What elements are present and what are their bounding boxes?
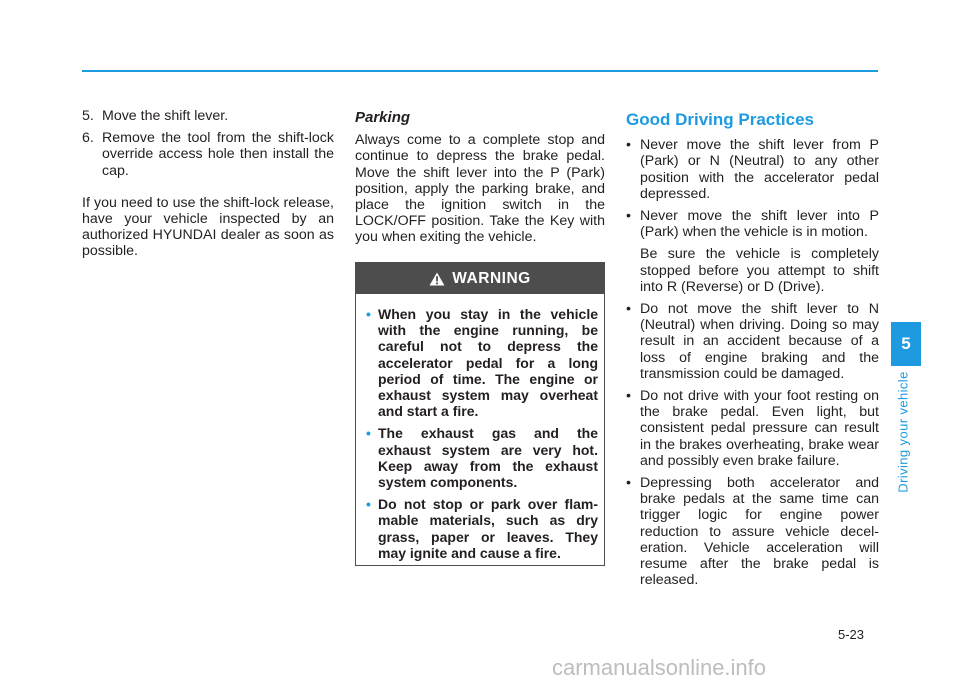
bullet-icon: • xyxy=(626,301,631,318)
practice-list xyxy=(626,137,879,588)
parking-paragraph: Always come to a complete stop and continue to depress the brake pedal. Move the shift lever into the P (Park) position, apply the parking brake, and place the ignition switch in the LOCK/OFF position. Take the Key with you when exiting the vehicle. xyxy=(355,132,605,246)
warning-text: When you stay in the vehicle with the engine running, be careful not to depress the accelerator pedal for a long period of time. The engine or exhaust system may overheat and start a fire. xyxy=(378,306,598,420)
step-number: 5. xyxy=(82,108,94,124)
warning-triangle-icon xyxy=(429,272,445,286)
step-list xyxy=(82,108,334,179)
step-item xyxy=(82,108,334,124)
practice-item xyxy=(626,137,879,202)
practice-item xyxy=(626,208,879,295)
section-heading: Good Driving Practices xyxy=(626,110,814,129)
warning-header xyxy=(356,263,604,294)
page-number: 5-23 xyxy=(838,627,865,642)
column-right xyxy=(626,108,879,594)
practice-text: Do not move the shift lever to N (Neutral) when driving. Doing so may result in an accident because of a loss of engine braking and the transmission could be damaged. xyxy=(640,301,879,382)
practice-item xyxy=(626,388,879,469)
parking-heading: Parking xyxy=(355,109,411,126)
chapter-side-label: Driving your vehicle xyxy=(895,371,911,493)
chapter-tab xyxy=(891,322,921,366)
bullet-icon: • xyxy=(626,475,631,492)
step-text: Remove the tool from the shift-lock override access hole then install the cap. xyxy=(102,130,334,179)
step-number: 6. xyxy=(82,130,94,147)
warning-item xyxy=(366,496,598,561)
warning-list xyxy=(356,294,604,561)
step-item xyxy=(82,130,334,179)
practice-text: Be sure the vehicle is completely stopped before you attempt to shift into R (Reverse) or D (Drive). xyxy=(640,246,879,295)
shift-lock-paragraph: If you need to use the shift-lock release, have your vehicle inspected by an authorized HYUNDAI dealer as soon as possible. xyxy=(82,194,334,260)
practice-item xyxy=(626,301,879,382)
warning-item xyxy=(366,306,598,419)
bullet-icon: • xyxy=(366,496,371,513)
chapter-number: 5 xyxy=(901,334,911,353)
header-rule xyxy=(82,70,878,72)
warning-label: WARNING xyxy=(452,269,531,287)
column-middle xyxy=(355,110,605,246)
warning-item xyxy=(366,425,598,490)
warning-text: The exhaust gas and the exhaust system are very hot. Keep away from the exhaust system components. xyxy=(378,425,598,491)
practice-text: Depressing both accelerator and brake pedals at the same time can trigger logic for engine power reduction to assure vehicle decel-eration. Vehicle acceleration will resume after the brake pedal is released. xyxy=(640,475,879,589)
practice-text: Do not drive with your foot resting on the brake pedal. Even light, but consistent pedal pressure can result in the brakes overheating, brake wear and possibly even brake failure. xyxy=(640,388,879,469)
practice-text: Never move the shift lever from P (Park) or N (Neutral) to any other position with the accelerator pedal depressed. xyxy=(640,137,879,202)
bullet-icon: • xyxy=(366,425,371,442)
watermark: carmanualsonline.info xyxy=(552,655,767,680)
column-left xyxy=(82,108,334,260)
step-text: Move the shift lever. xyxy=(102,108,229,124)
warning-text: Do not stop or park over flam-mable materials, such as dry grass, paper or leaves. They may ignite and cause a fire. xyxy=(378,496,598,561)
bullet-icon: • xyxy=(366,306,371,322)
practice-item xyxy=(626,475,879,588)
bullet-icon: • xyxy=(626,137,631,154)
bullet-icon: • xyxy=(626,208,631,225)
warning-box xyxy=(355,262,605,566)
practice-text: Never move the shift lever into P (Park) when the vehicle is in motion. xyxy=(640,208,879,241)
bullet-icon: • xyxy=(626,388,631,405)
